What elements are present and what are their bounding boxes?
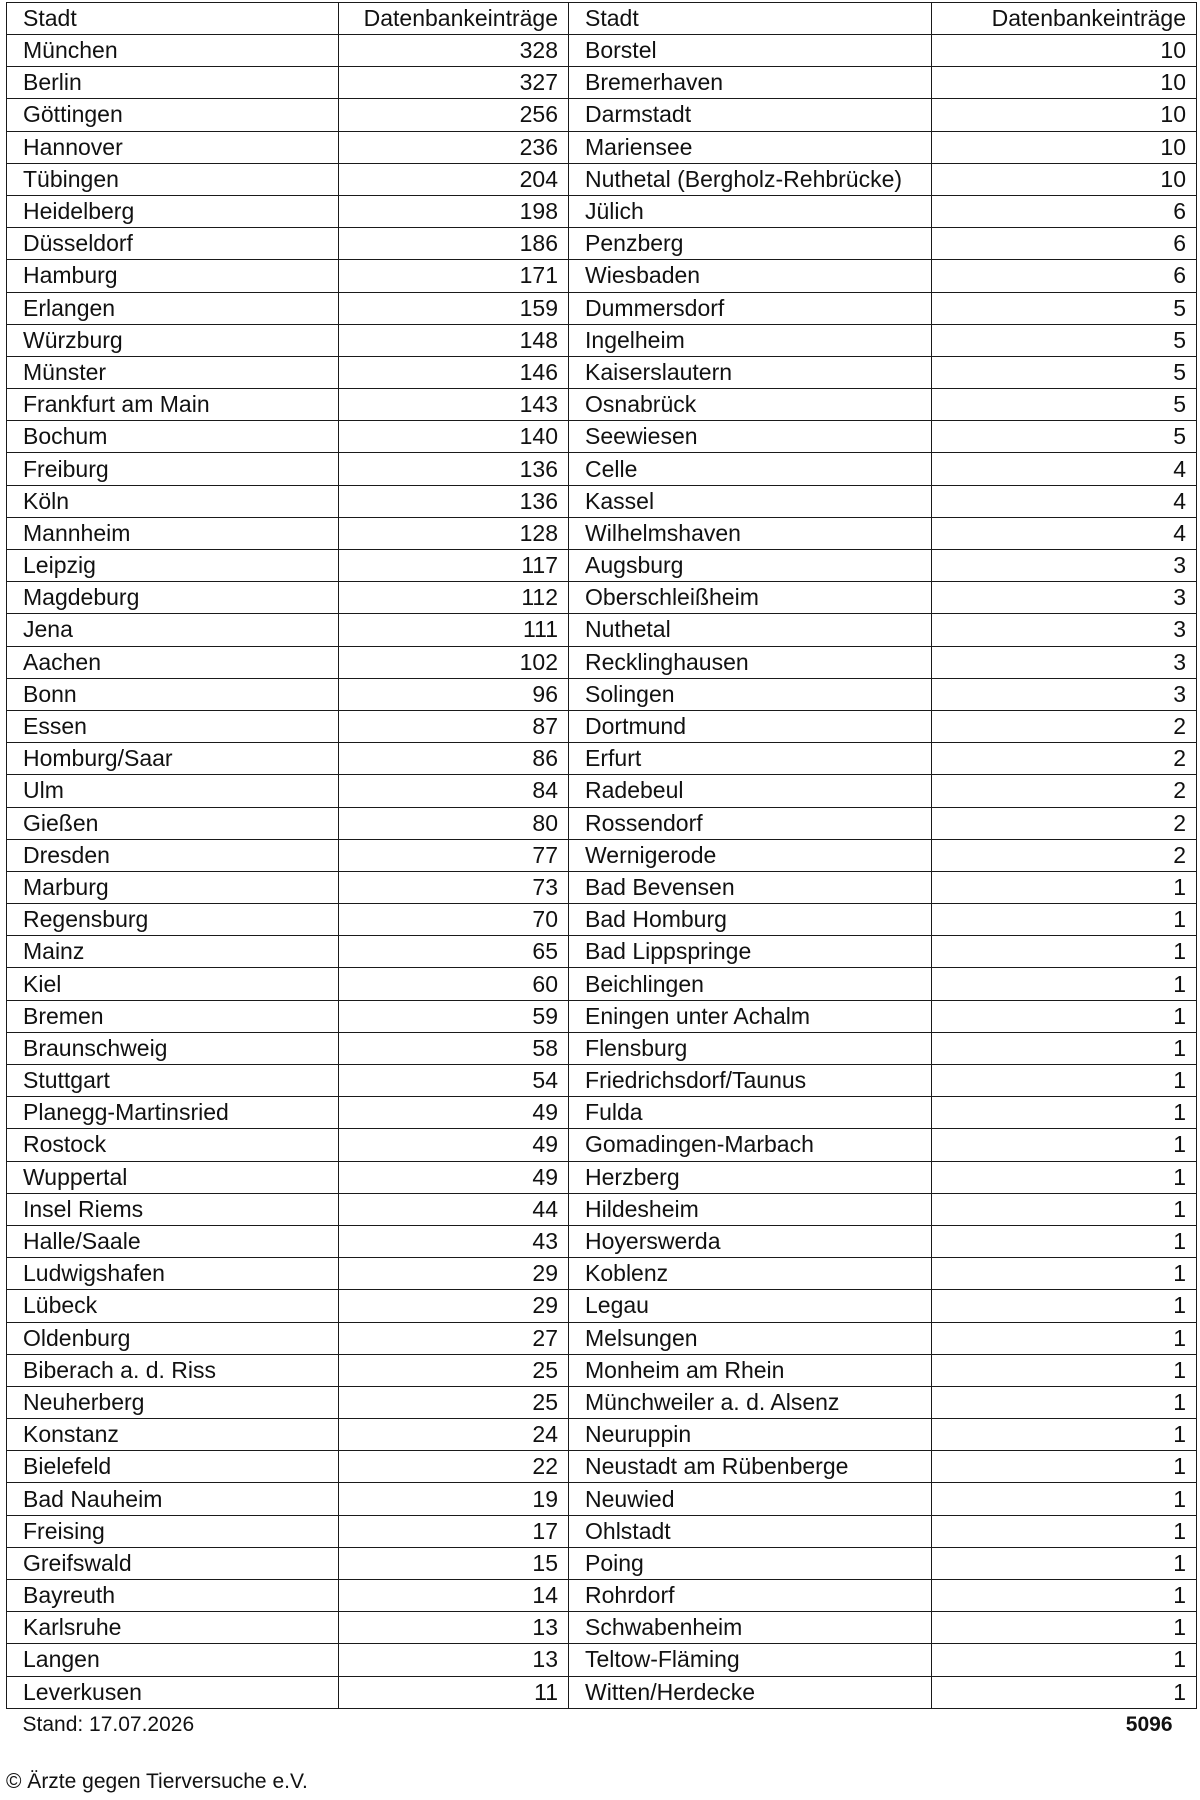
cell-city-right: Gomadingen-Marbach: [569, 1129, 932, 1161]
table-row: [7, 260, 1197, 292]
cell-city-right: Oberschleißheim: [569, 582, 932, 614]
header-city-left: Stadt: [7, 3, 339, 35]
cell-count-left: 171: [338, 260, 568, 292]
cell-count-right: 3: [932, 550, 1197, 582]
cell-count-left: 25: [338, 1386, 568, 1418]
cell-city-left: Köln: [7, 485, 339, 517]
cell-city-right: Monheim am Rhein: [569, 1354, 932, 1386]
table-row: [7, 453, 1197, 485]
cell-city-left: Lübeck: [7, 1290, 339, 1322]
cell-count-right: 5: [932, 389, 1197, 421]
cell-count-right: 1: [932, 968, 1197, 1000]
cell-count-right: 1: [932, 1097, 1197, 1129]
cell-city-right: Ingelheim: [569, 324, 932, 356]
cell-city-right: Bad Homburg: [569, 904, 932, 936]
cell-count-left: 146: [338, 356, 568, 388]
table-row: [7, 228, 1197, 260]
cell-city-left: Jena: [7, 614, 339, 646]
cell-count-right: 5: [932, 324, 1197, 356]
cell-count-right: 2: [932, 710, 1197, 742]
cell-city-right: Osnabrück: [569, 389, 932, 421]
cell-count-right: 1: [932, 1547, 1197, 1579]
cell-count-right: 5: [932, 356, 1197, 388]
table-row: [7, 1547, 1197, 1579]
cell-city-left: Braunschweig: [7, 1032, 339, 1064]
cell-city-left: Bonn: [7, 678, 339, 710]
copyright-notice: © Ärzte gegen Tierversuche e.V.: [6, 1770, 308, 1793]
cell-city-left: Magdeburg: [7, 582, 339, 614]
table-row: [7, 324, 1197, 356]
cell-count-left: 60: [338, 968, 568, 1000]
cell-city-left: Insel Riems: [7, 1193, 339, 1225]
table-row: [7, 1258, 1197, 1290]
cell-city-left: Biberach a. d. Riss: [7, 1354, 339, 1386]
cell-city-left: Wuppertal: [7, 1161, 339, 1193]
table-row: [7, 1676, 1197, 1708]
cell-count-left: 49: [338, 1161, 568, 1193]
cell-city-left: Essen: [7, 710, 339, 742]
cell-city-right: Mariensee: [569, 131, 932, 163]
cell-count-right: 5: [932, 421, 1197, 453]
cell-city-right: Kassel: [569, 485, 932, 517]
cell-count-right: 3: [932, 646, 1197, 678]
cell-city-left: Freising: [7, 1515, 339, 1547]
cell-city-right: Ohlstadt: [569, 1515, 932, 1547]
cell-city-left: Ulm: [7, 775, 339, 807]
cell-city-left: Mainz: [7, 936, 339, 968]
table-row: [7, 485, 1197, 517]
cell-count-right: 1: [932, 1515, 1197, 1547]
cell-count-left: 327: [338, 67, 568, 99]
cell-count-left: 65: [338, 936, 568, 968]
cell-count-right: 6: [932, 260, 1197, 292]
cell-count-left: 54: [338, 1065, 568, 1097]
cell-city-right: Poing: [569, 1547, 932, 1579]
cell-city-left: Rostock: [7, 1129, 339, 1161]
cell-count-left: 70: [338, 904, 568, 936]
table-row: [7, 614, 1197, 646]
table-row: [7, 1097, 1197, 1129]
cell-city-right: Erfurt: [569, 743, 932, 775]
cell-count-left: 84: [338, 775, 568, 807]
cell-count-left: 22: [338, 1451, 568, 1483]
cell-city-left: Münster: [7, 356, 339, 388]
cell-city-left: Oldenburg: [7, 1322, 339, 1354]
cell-count-right: 3: [932, 678, 1197, 710]
table-row: [7, 807, 1197, 839]
cell-city-right: Herzberg: [569, 1161, 932, 1193]
cell-count-left: 198: [338, 195, 568, 227]
cell-count-right: 10: [932, 35, 1197, 67]
cell-city-left: Bielefeld: [7, 1451, 339, 1483]
cell-count-left: 15: [338, 1547, 568, 1579]
cell-city-right: Witten/Herdecke: [569, 1676, 932, 1708]
cell-city-right: Borstel: [569, 35, 932, 67]
cell-count-right: 4: [932, 453, 1197, 485]
cell-city-left: Regensburg: [7, 904, 339, 936]
cell-count-right: 10: [932, 163, 1197, 195]
cell-count-right: 1: [932, 1354, 1197, 1386]
table-row: [7, 839, 1197, 871]
cell-city-left: Leipzig: [7, 550, 339, 582]
cell-city-left: Marburg: [7, 871, 339, 903]
cell-city-right: Jülich: [569, 195, 932, 227]
cell-city-right: Fulda: [569, 1097, 932, 1129]
cell-city-left: Freiburg: [7, 453, 339, 485]
cell-city-right: Dortmund: [569, 710, 932, 742]
cell-city-right: Bad Bevensen: [569, 871, 932, 903]
table-footer: [7, 1708, 1197, 1740]
cell-count-right: 1: [932, 1419, 1197, 1451]
cell-city-left: Dresden: [7, 839, 339, 871]
cell-count-right: 1: [932, 1258, 1197, 1290]
cell-count-left: 148: [338, 324, 568, 356]
cell-count-right: 1: [932, 1193, 1197, 1225]
table-row: [7, 195, 1197, 227]
cell-city-right: Radebeul: [569, 775, 932, 807]
cell-count-left: 44: [338, 1193, 568, 1225]
cell-count-left: 87: [338, 710, 568, 742]
cell-count-right: 1: [932, 904, 1197, 936]
cell-count-right: 3: [932, 614, 1197, 646]
cell-count-right: 1: [932, 1000, 1197, 1032]
table-row: [7, 99, 1197, 131]
cell-city-right: Eningen unter Achalm: [569, 1000, 932, 1032]
cell-count-left: 17: [338, 1515, 568, 1547]
cell-count-left: 328: [338, 35, 568, 67]
cell-count-left: 204: [338, 163, 568, 195]
cell-count-right: 2: [932, 743, 1197, 775]
cell-count-left: 102: [338, 646, 568, 678]
table-row: [7, 743, 1197, 775]
table-row: [7, 550, 1197, 582]
cell-city-left: Karlsruhe: [7, 1612, 339, 1644]
cell-count-left: 19: [338, 1483, 568, 1515]
cell-city-left: Langen: [7, 1644, 339, 1676]
cell-city-right: Bad Lippspringe: [569, 936, 932, 968]
cell-city-left: Würzburg: [7, 324, 339, 356]
cell-count-right: 1: [932, 1290, 1197, 1322]
cell-count-right: 1: [932, 1676, 1197, 1708]
table-row: [7, 35, 1197, 67]
cell-city-left: Hamburg: [7, 260, 339, 292]
cell-city-right: Melsungen: [569, 1322, 932, 1354]
cell-count-left: 111: [338, 614, 568, 646]
city-statistics-table: [6, 2, 1197, 1740]
table-row: [7, 582, 1197, 614]
table-row: [7, 710, 1197, 742]
cell-count-right: 1: [932, 1612, 1197, 1644]
cell-count-left: 117: [338, 550, 568, 582]
cell-city-left: Heidelberg: [7, 195, 339, 227]
table-row: [7, 517, 1197, 549]
cell-count-left: 136: [338, 453, 568, 485]
cell-count-left: 159: [338, 292, 568, 324]
cell-city-right: Darmstadt: [569, 99, 932, 131]
cell-count-right: 2: [932, 807, 1197, 839]
cell-count-left: 25: [338, 1354, 568, 1386]
table-row: [7, 1386, 1197, 1418]
cell-city-left: Erlangen: [7, 292, 339, 324]
table-row: [7, 131, 1197, 163]
header-count-right: Datenbankeinträge: [932, 3, 1197, 35]
table-row: [7, 1161, 1197, 1193]
cell-count-right: 1: [932, 1386, 1197, 1418]
cell-count-left: 29: [338, 1290, 568, 1322]
cell-count-right: 1: [932, 1129, 1197, 1161]
cell-city-left: Neuherberg: [7, 1386, 339, 1418]
table-row: [7, 936, 1197, 968]
cell-city-right: Hildesheim: [569, 1193, 932, 1225]
cell-count-right: 1: [932, 1065, 1197, 1097]
cell-count-left: 29: [338, 1258, 568, 1290]
cell-city-right: Nuthetal: [569, 614, 932, 646]
cell-city-right: Celle: [569, 453, 932, 485]
footer-row: [7, 1708, 1197, 1740]
cell-count-left: 80: [338, 807, 568, 839]
cell-count-right: 2: [932, 775, 1197, 807]
table-row: [7, 1225, 1197, 1257]
cell-count-right: 10: [932, 99, 1197, 131]
cell-count-right: 1: [932, 1161, 1197, 1193]
table-row: [7, 1000, 1197, 1032]
cell-city-left: Bayreuth: [7, 1580, 339, 1612]
table-row: [7, 1065, 1197, 1097]
cell-count-left: 256: [338, 99, 568, 131]
cell-count-left: 24: [338, 1419, 568, 1451]
cell-city-right: Neustadt am Rübenberge: [569, 1451, 932, 1483]
table-row: [7, 421, 1197, 453]
cell-count-right: 6: [932, 195, 1197, 227]
cell-city-right: Dummersdorf: [569, 292, 932, 324]
cell-count-right: 2: [932, 839, 1197, 871]
table-row: [7, 67, 1197, 99]
cell-city-right: Rohrdorf: [569, 1580, 932, 1612]
cell-count-left: 96: [338, 678, 568, 710]
cell-count-right: 1: [932, 1032, 1197, 1064]
cell-city-left: Ludwigshafen: [7, 1258, 339, 1290]
cell-city-right: Hoyerswerda: [569, 1225, 932, 1257]
cell-city-right: Wiesbaden: [569, 260, 932, 292]
cell-city-left: Mannheim: [7, 517, 339, 549]
header-city-right: Stadt: [569, 3, 932, 35]
cell-city-right: Rossendorf: [569, 807, 932, 839]
cell-count-left: 128: [338, 517, 568, 549]
table-row: [7, 1032, 1197, 1064]
table-row: [7, 163, 1197, 195]
cell-city-left: Gießen: [7, 807, 339, 839]
cell-city-right: Penzberg: [569, 228, 932, 260]
cell-count-right: 10: [932, 67, 1197, 99]
cell-city-left: Planegg-Martinsried: [7, 1097, 339, 1129]
cell-count-right: 1: [932, 1322, 1197, 1354]
total-count: 5096: [569, 1708, 1197, 1740]
cell-count-left: 186: [338, 228, 568, 260]
cell-count-right: 1: [932, 1451, 1197, 1483]
cell-count-left: 136: [338, 485, 568, 517]
cell-city-left: Kiel: [7, 968, 339, 1000]
cell-city-right: Augsburg: [569, 550, 932, 582]
table-row: [7, 1451, 1197, 1483]
cell-city-right: Teltow-Fläming: [569, 1644, 932, 1676]
cell-city-left: München: [7, 35, 339, 67]
cell-count-right: 1: [932, 1580, 1197, 1612]
cell-city-left: Bochum: [7, 421, 339, 453]
cell-city-right: Solingen: [569, 678, 932, 710]
table-row: [7, 1193, 1197, 1225]
cell-count-left: 236: [338, 131, 568, 163]
table-row: [7, 1290, 1197, 1322]
cell-count-right: 4: [932, 517, 1197, 549]
cell-city-right: Recklinghausen: [569, 646, 932, 678]
table-row: [7, 1612, 1197, 1644]
cell-city-left: Leverkusen: [7, 1676, 339, 1708]
cell-count-left: 112: [338, 582, 568, 614]
cell-city-left: Tübingen: [7, 163, 339, 195]
cell-city-right: Friedrichsdorf/Taunus: [569, 1065, 932, 1097]
header-count-left: Datenbankeinträge: [338, 3, 568, 35]
cell-count-right: 10: [932, 131, 1197, 163]
cell-count-right: 3: [932, 582, 1197, 614]
cell-city-left: Bad Nauheim: [7, 1483, 339, 1515]
cell-city-right: Legau: [569, 1290, 932, 1322]
table-row: [7, 1580, 1197, 1612]
cell-count-right: 1: [932, 871, 1197, 903]
cell-count-left: 58: [338, 1032, 568, 1064]
cell-count-left: 73: [338, 871, 568, 903]
table-header: [7, 3, 1197, 35]
cell-count-right: 5: [932, 292, 1197, 324]
table-row: [7, 1515, 1197, 1547]
cell-count-left: 27: [338, 1322, 568, 1354]
cell-city-right: Wilhelmshaven: [569, 517, 932, 549]
table-row: [7, 1483, 1197, 1515]
cell-city-right: Münchweiler a. d. Alsenz: [569, 1386, 932, 1418]
table-row: [7, 1322, 1197, 1354]
cell-city-right: Neuwied: [569, 1483, 932, 1515]
header-row: [7, 3, 1197, 35]
table-row: [7, 356, 1197, 388]
cell-city-left: Göttingen: [7, 99, 339, 131]
cell-city-left: Frankfurt am Main: [7, 389, 339, 421]
table-row: [7, 292, 1197, 324]
cell-city-right: Koblenz: [569, 1258, 932, 1290]
cell-count-left: 43: [338, 1225, 568, 1257]
table-row: [7, 775, 1197, 807]
cell-city-right: Schwabenheim: [569, 1612, 932, 1644]
cell-city-right: Wernigerode: [569, 839, 932, 871]
cell-city-right: Beichlingen: [569, 968, 932, 1000]
table-row: [7, 871, 1197, 903]
cell-count-left: 49: [338, 1129, 568, 1161]
stand-date: Stand: 17.07.2026: [7, 1708, 569, 1740]
cell-city-left: Greifswald: [7, 1547, 339, 1579]
table-row: [7, 1354, 1197, 1386]
cell-city-right: Seewiesen: [569, 421, 932, 453]
cell-count-left: 11: [338, 1676, 568, 1708]
cell-count-left: 140: [338, 421, 568, 453]
cell-count-right: 4: [932, 485, 1197, 517]
cell-count-right: 1: [932, 1644, 1197, 1676]
cell-city-left: Düsseldorf: [7, 228, 339, 260]
cell-count-left: 14: [338, 1580, 568, 1612]
table-row: [7, 968, 1197, 1000]
cell-count-right: 6: [932, 228, 1197, 260]
table-row: [7, 389, 1197, 421]
cell-city-right: Bremerhaven: [569, 67, 932, 99]
cell-city-right: Kaiserslautern: [569, 356, 932, 388]
cell-count-left: 143: [338, 389, 568, 421]
table-row: [7, 1129, 1197, 1161]
table-row: [7, 1644, 1197, 1676]
cell-city-right: Flensburg: [569, 1032, 932, 1064]
cell-count-left: 13: [338, 1612, 568, 1644]
table-row: [7, 678, 1197, 710]
cell-count-right: 1: [932, 1225, 1197, 1257]
cell-city-left: Aachen: [7, 646, 339, 678]
cell-city-left: Berlin: [7, 67, 339, 99]
table-row: [7, 1419, 1197, 1451]
cell-count-left: 86: [338, 743, 568, 775]
cell-city-right: Nuthetal (Bergholz-Rehbrücke): [569, 163, 932, 195]
cell-city-left: Halle/Saale: [7, 1225, 339, 1257]
cell-count-left: 59: [338, 1000, 568, 1032]
cell-city-left: Konstanz: [7, 1419, 339, 1451]
cell-city-left: Stuttgart: [7, 1065, 339, 1097]
cell-city-left: Hannover: [7, 131, 339, 163]
cell-city-left: Bremen: [7, 1000, 339, 1032]
cell-count-left: 77: [338, 839, 568, 871]
table-body: [7, 35, 1197, 1709]
cell-city-left: Homburg/Saar: [7, 743, 339, 775]
table-row: [7, 646, 1197, 678]
table-row: [7, 904, 1197, 936]
cell-count-left: 49: [338, 1097, 568, 1129]
cell-count-left: 13: [338, 1644, 568, 1676]
cell-count-right: 1: [932, 1483, 1197, 1515]
cell-count-right: 1: [932, 936, 1197, 968]
cell-city-right: Neuruppin: [569, 1419, 932, 1451]
